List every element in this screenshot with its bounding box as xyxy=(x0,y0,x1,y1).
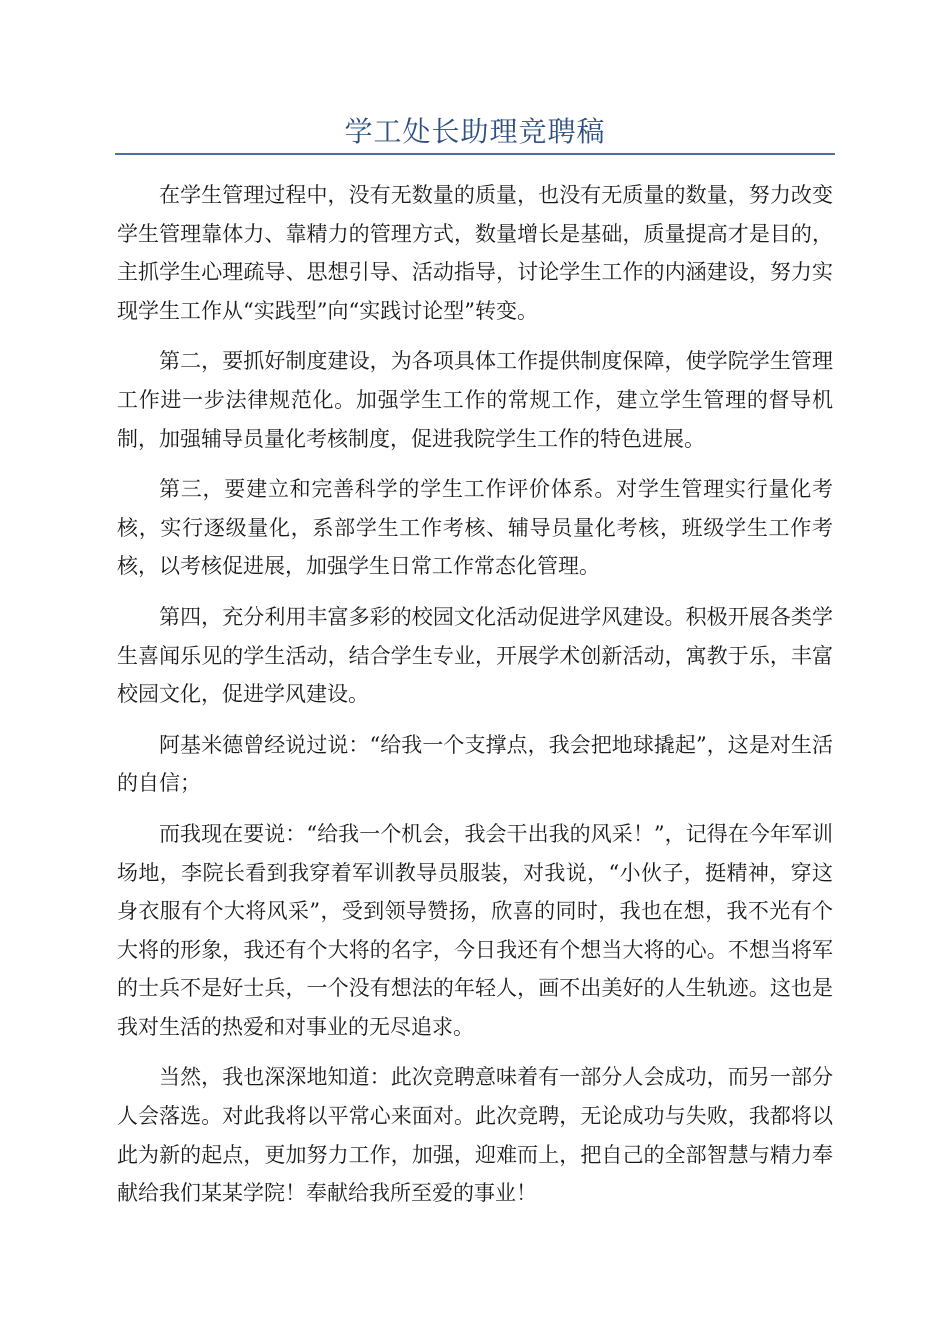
paragraph-1: 在学生管理过程中，没有无数量的质量，也没有无质量的数量，努力改变学生管理靠体力、靠精力的管理方式，数量增长是基础，质量提高才是目的，主抓学生心理疏导、思想引导、活动指导，讨论学生工作的内涵建设，努力实现学生工作从“实践型”向“实践讨论型”转变。 xyxy=(117,183,833,323)
document-body xyxy=(117,176,833,1225)
paragraph-7: 当然，我也深深地知道：此次竞聘意味着有一部分人会成功，而另一部分人会落选。对此我将以平常心来面对。此次竞聘，无论成功与失败，我都将以此为新的起点，更加努力工作，加强，迎难而上，把自己的全部智慧与精力奉献给我们某某学院！奉献给我所至爱的事业！ xyxy=(117,1065,833,1206)
paragraph-3: 第三，要建立和完善科学的学生工作评价体系。对学生管理实行量化考核，实行逐级量化，系部学生工作考核、辅导员量化考核，班级学生工作考核，以考核促进展，加强学生日常工作常态化管理。 xyxy=(117,477,833,579)
paragraph-2: 第二，要抓好制度建设，为各项具体工作提供制度保障，使学院学生管理工作进一步法律规范化。加强学生工作的常规工作，建立学生管理的督导机制，加强辅导员量化考核制度，促进我院学生工作的特色进展。 xyxy=(117,349,833,451)
title-underline xyxy=(115,153,835,155)
paragraph-4: 第四，充分利用丰富多彩的校园文化活动促进学风建设。积极开展各类学生喜闻乐见的学生活动，结合学生专业，开展学术创新活动，寓教于乐，丰富校园文化，促进学风建设。 xyxy=(117,604,833,707)
document-title: 学工处长助理竞聘稿 xyxy=(344,115,606,148)
paragraph-6: 而我现在要说：“给我一个机会，我会干出我的风采！”，记得在今年军训场地，李院长看到我穿着军训教导员服装，对我说，“小伙子，挺精神，穿这身衣服有个大将风采”，受到领导赞扬，欣喜的同时，我也在想，我不光有个大将的形象，我还有个大将的名字，今日我还有个想当大将的心。不想当将军的士兵不是好士兵，一个没有想法的年轻人，画不出美好的人生轨迹。这也是我对生活的热爱和对事业的无尽追求。 xyxy=(117,821,833,1039)
paragraph-5: 阿基米德曾经说过说：“给我一个支撑点，我会把地球撬起”，这是对生活的自信； xyxy=(117,732,833,796)
